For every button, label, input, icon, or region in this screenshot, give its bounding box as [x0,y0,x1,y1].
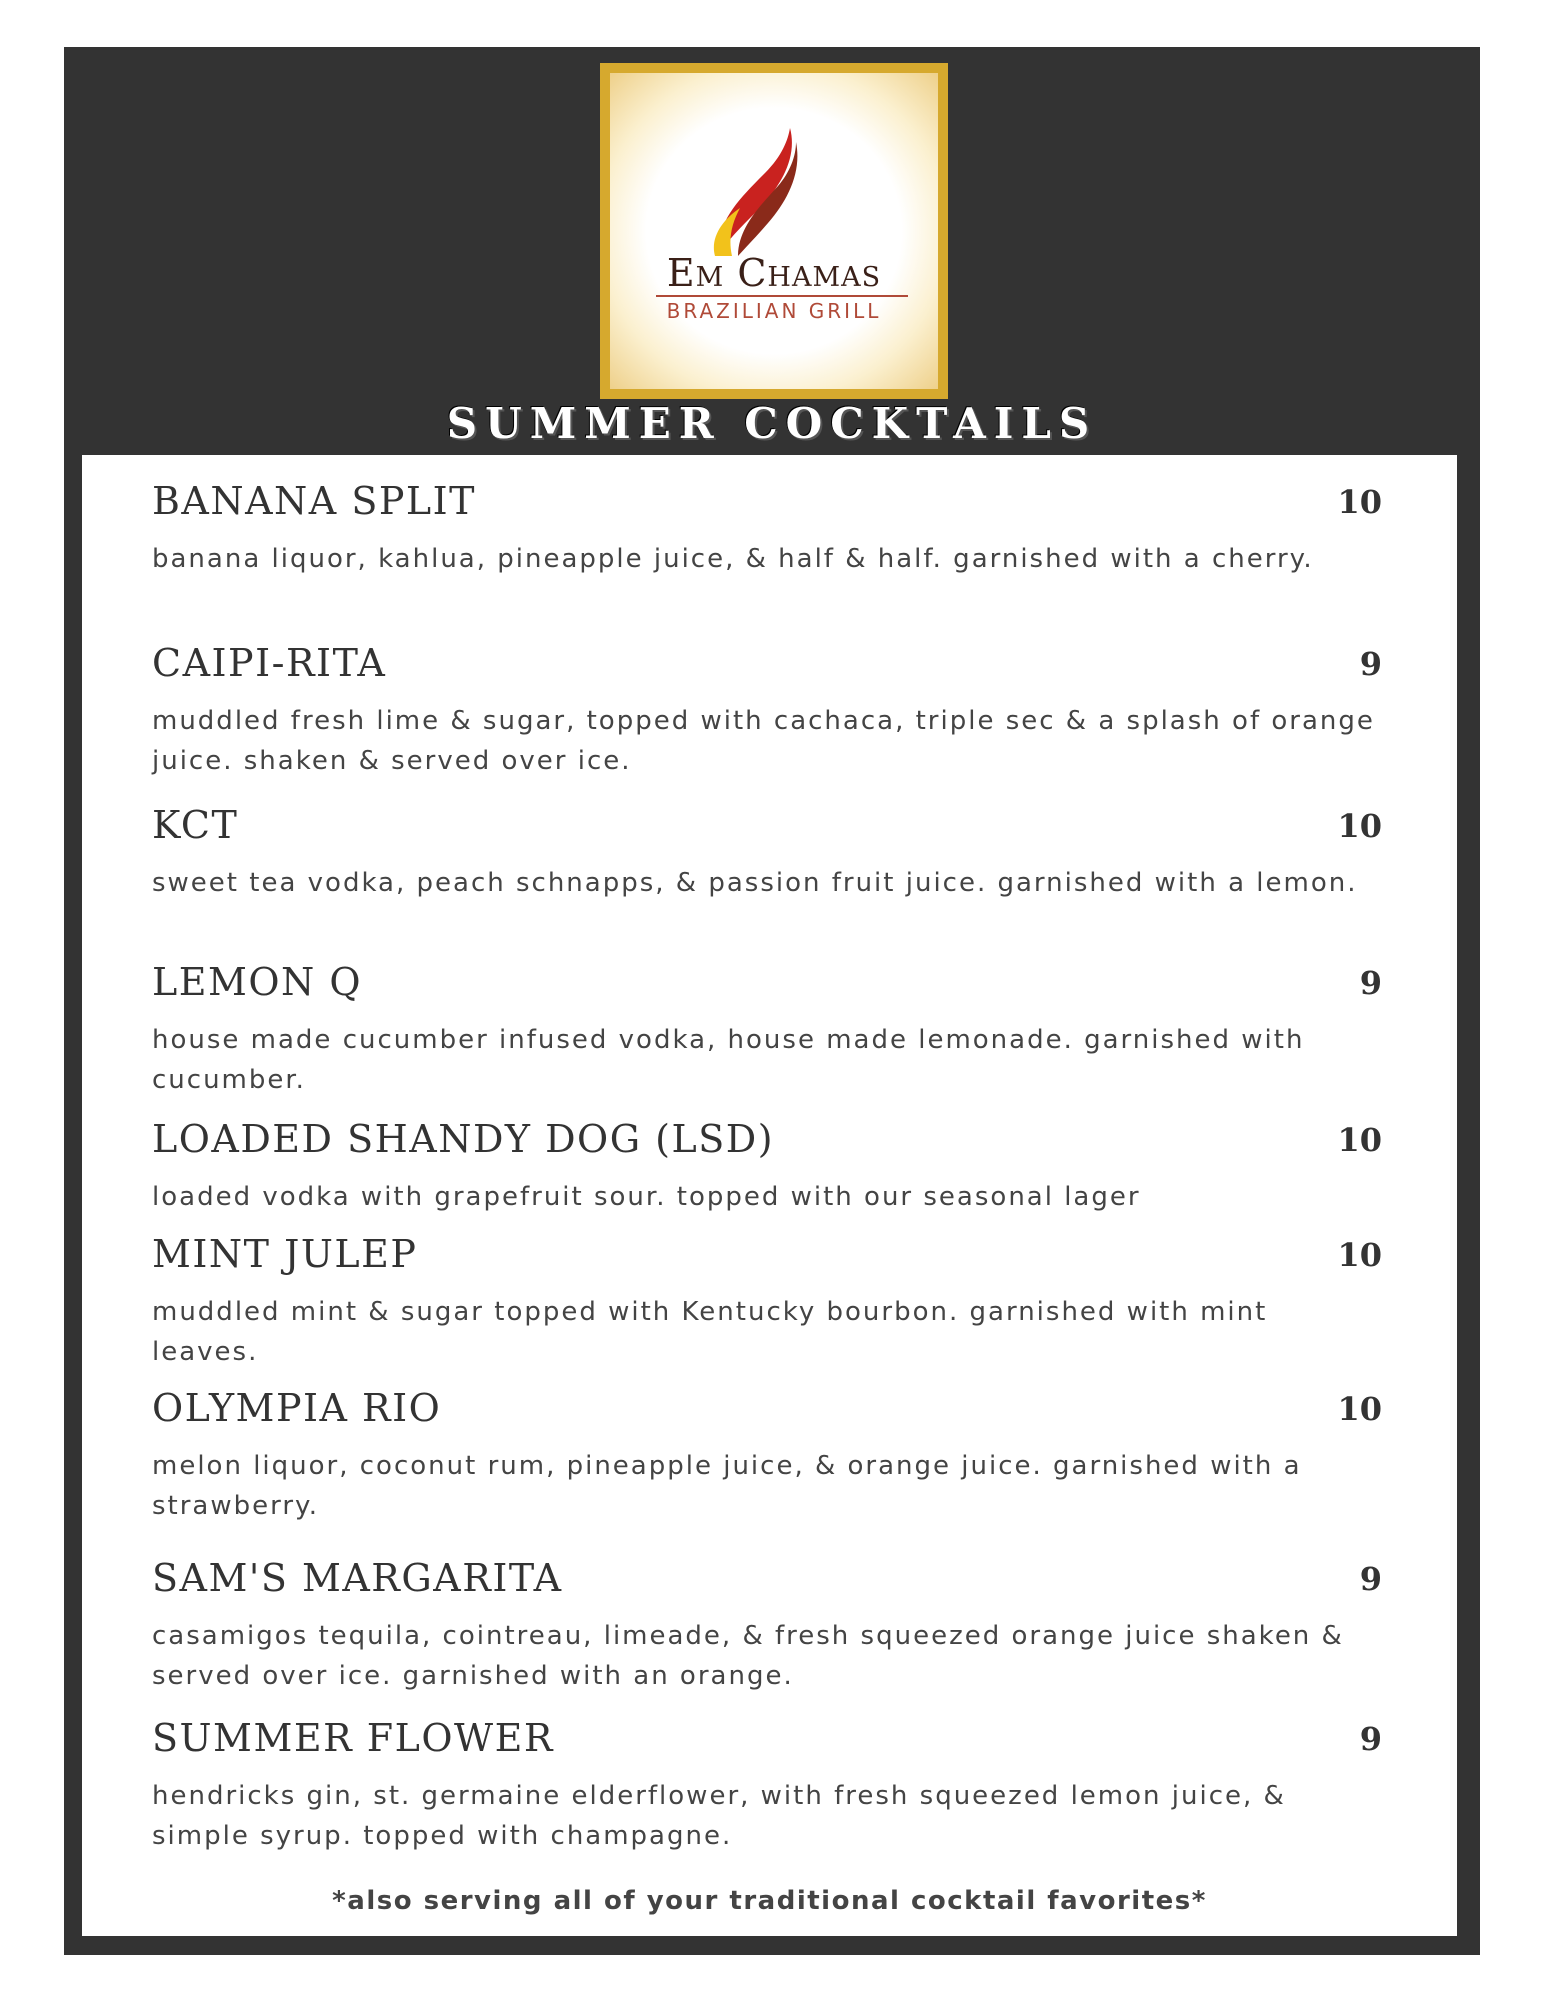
item-name: MINT JULEP [152,1232,418,1276]
item-name: LEMON Q [152,960,363,1004]
item-name: LOADED SHANDY DOG (LSD) [152,1117,775,1161]
menu-item [152,641,1382,781]
item-description: hendricks gin, st. germaine elderflower, with fresh squeezed lemon juice, & simple syrup. topped with champagne. [152,1781,1286,1851]
menu-item [152,479,1382,579]
item-description: muddled fresh lime & sugar, topped with cachaca, triple sec & a splash of orange juice. shaken & served over ice. [152,706,1375,776]
item-price: 9 [1359,645,1382,683]
footer-note: *also serving all of your traditional cocktail favorites* [332,1886,1207,1916]
item-description: house made cucumber infused vodka, house made lemonade. garnished with cucumber. [152,1025,1305,1095]
menu-frame [64,47,1480,1955]
item-name: CAIPI-RITA [152,641,387,685]
item-description: muddled mint & sugar topped with Kentucky bourbon. garnished with mint leaves. [152,1297,1268,1367]
item-name: OLYMPIA RIO [152,1386,442,1430]
item-description: sweet tea vodka, peach schnapps, & passion fruit juice. garnished with a lemon. [152,868,1358,898]
menu-item [152,960,1382,1100]
menu-panel [82,455,1457,1936]
item-description: casamigos tequila, cointreau, limeade, & fresh squeezed orange juice shaken & served over ice. garnished with an orange. [152,1621,1344,1691]
menu-item [152,1232,1382,1372]
item-description: loaded vodka with grapefruit sour. topped with our seasonal lager [152,1182,1141,1212]
logo-subtitle: BRAZILIAN GRILL [666,299,882,323]
item-price: 9 [1359,1560,1382,1598]
item-name: BANANA SPLIT [152,479,477,523]
item-price: 10 [1337,1236,1382,1274]
flame-icon [710,128,800,258]
item-price: 10 [1337,1121,1382,1159]
item-price: 10 [1337,1390,1382,1428]
item-price: 10 [1337,483,1382,521]
menu-item [152,1386,1382,1526]
item-name: SUMMER FLOWER [152,1716,554,1760]
restaurant-logo [600,63,948,399]
menu-title: SUMMER COCKTAILS [446,399,1098,448]
menu-item [152,1117,1382,1217]
menu-item [152,803,1382,903]
item-price: 10 [1337,807,1382,845]
item-description: melon liquor, coconut rum, pineapple juice, & orange juice. garnished with a strawberry. [152,1451,1302,1521]
logo-rule [656,295,908,297]
logo-name: Em Chamas [666,251,882,295]
item-name: KCT [152,803,239,847]
menu-item [152,1556,1382,1696]
item-price: 9 [1359,964,1382,1002]
item-description: banana liquor, kahlua, pineapple juice, & half & half. garnished with a cherry. [152,544,1314,574]
menu-item [152,1716,1382,1856]
item-price: 9 [1359,1720,1382,1758]
item-name: SAM'S MARGARITA [152,1556,563,1600]
logo-background [610,73,938,389]
